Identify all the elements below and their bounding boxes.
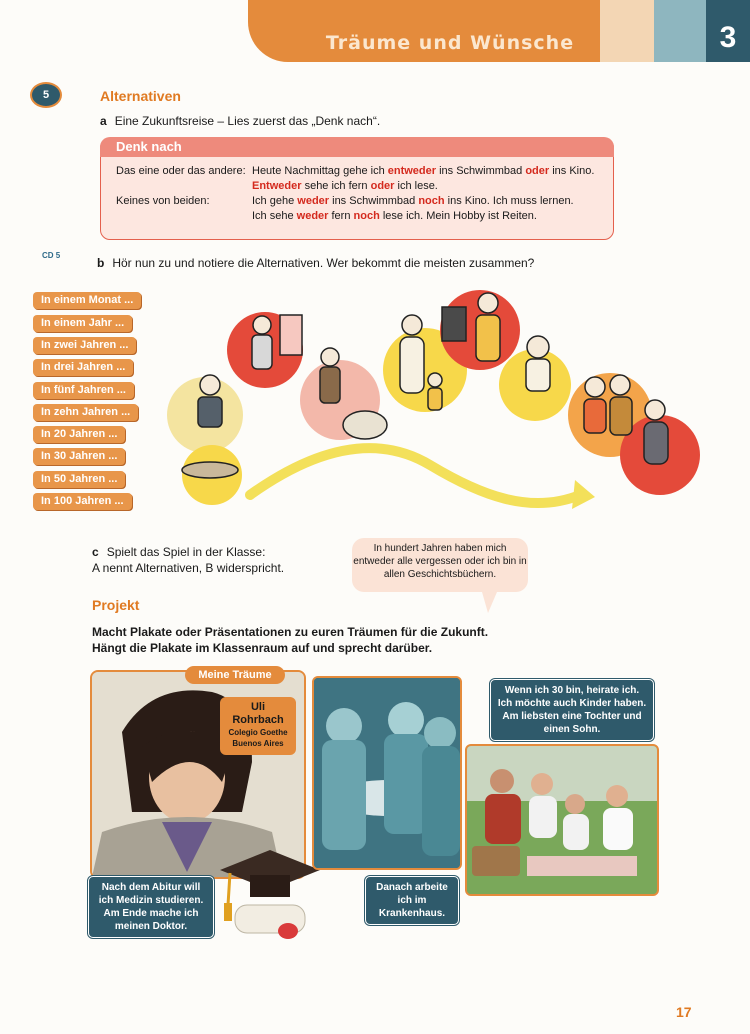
task-a	[100, 114, 380, 128]
projekt-instruction: Hängt die Plakate im Klassenraum auf und sprecht darüber.	[92, 641, 433, 655]
projekt-title: Projekt	[92, 597, 140, 613]
grammar-label: Keines von beiden:	[116, 195, 210, 207]
time-label: In fünf Jahren ...	[33, 382, 134, 399]
poster-title: Meine Träume	[185, 666, 285, 684]
school-city: Buenos Aires	[232, 739, 284, 748]
header-stripe	[600, 0, 654, 62]
student-last-name: Rohrbach	[232, 714, 284, 726]
time-label: In 100 Jahren ...	[33, 493, 132, 510]
task-letter: b	[97, 256, 105, 270]
task-letter: c	[92, 545, 99, 559]
time-label: In einem Monat ...	[33, 292, 141, 309]
poster-family-photo	[465, 744, 659, 896]
time-label: In 50 Jahren ...	[33, 471, 125, 488]
exercise-title: Alternativen	[100, 88, 181, 104]
exercise-number-badge: 5	[30, 82, 62, 108]
poster-note: Nach dem Abitur will ich Medizin studieren. Am Ende mache ich meinen Doktor.	[88, 876, 214, 938]
grammar-label: Das eine oder das andere:	[116, 165, 246, 177]
grammar-box-title: Denk nach	[116, 139, 182, 154]
family-picnic-image	[467, 746, 657, 894]
time-label: In zwei Jahren ...	[33, 337, 136, 354]
speech-bubble-tail	[480, 585, 500, 613]
surgeons-image	[314, 678, 460, 868]
chapter-number: 3	[706, 0, 750, 62]
header-stripe	[654, 0, 706, 62]
projekt-instruction: Macht Plakate oder Präsentationen zu euren Träumen für die Zukunft.	[92, 625, 489, 639]
task-text: Hör nun zu und notiere die Alternativen. Wer bekommt die meisten zusammen?	[112, 256, 535, 270]
student-first-name: Uli	[250, 701, 266, 713]
school-name: Colegio Goethe	[228, 728, 288, 737]
grammar-example: Ich gehe weder ins Schwimmbad noch ins Kino. Ich muss lernen.	[252, 195, 574, 207]
grammar-example: Heute Nachmittag gehe ich entweder ins Schwimmbad oder ins Kino.	[252, 165, 595, 177]
time-label: In 30 Jahren ...	[33, 448, 125, 465]
poster-note: Danach arbeite ich im Krankenhaus.	[365, 876, 459, 925]
grammar-example: Ich sehe weder fern noch lese ich. Mein Hobby ist Reiten.	[252, 210, 537, 222]
task-c	[92, 544, 284, 576]
task-letter: a	[100, 114, 107, 128]
chapter-title: Träume und Wünsche	[325, 32, 575, 54]
grammar-example: Entweder sehe ich fern oder ich lese.	[252, 180, 438, 192]
poster-surgery-photo	[312, 676, 462, 870]
graduation-cap-icon	[210, 835, 320, 960]
task-text: Eine Zukunftsreise – Lies zuerst das „Denk nach“.	[114, 114, 381, 128]
page-number: 17	[676, 1004, 692, 1020]
life-timeline-illustration	[150, 285, 715, 525]
task-text: A nennt Alternativen, B widerspricht.	[92, 561, 285, 575]
task-text: Spielt das Spiel in der Klasse:	[106, 545, 266, 559]
time-label: In 20 Jahren ...	[33, 426, 125, 443]
task-b	[97, 256, 534, 270]
student-name-card	[220, 697, 296, 755]
cd-track-label: CD 5	[42, 251, 61, 260]
time-label: In zehn Jahren ...	[33, 404, 138, 421]
speech-bubble: In hundert Jahren haben mich entweder alle vergessen oder ich bin in allen Geschichtsbüchern.	[352, 538, 528, 592]
time-label: In drei Jahren ...	[33, 359, 133, 376]
poster-note: Wenn ich 30 bin, heirate ich. Ich möchte auch Kinder haben. Am liebsten eine Tochter und einen Sohn.	[490, 679, 654, 741]
time-label: In einem Jahr ...	[33, 315, 132, 332]
